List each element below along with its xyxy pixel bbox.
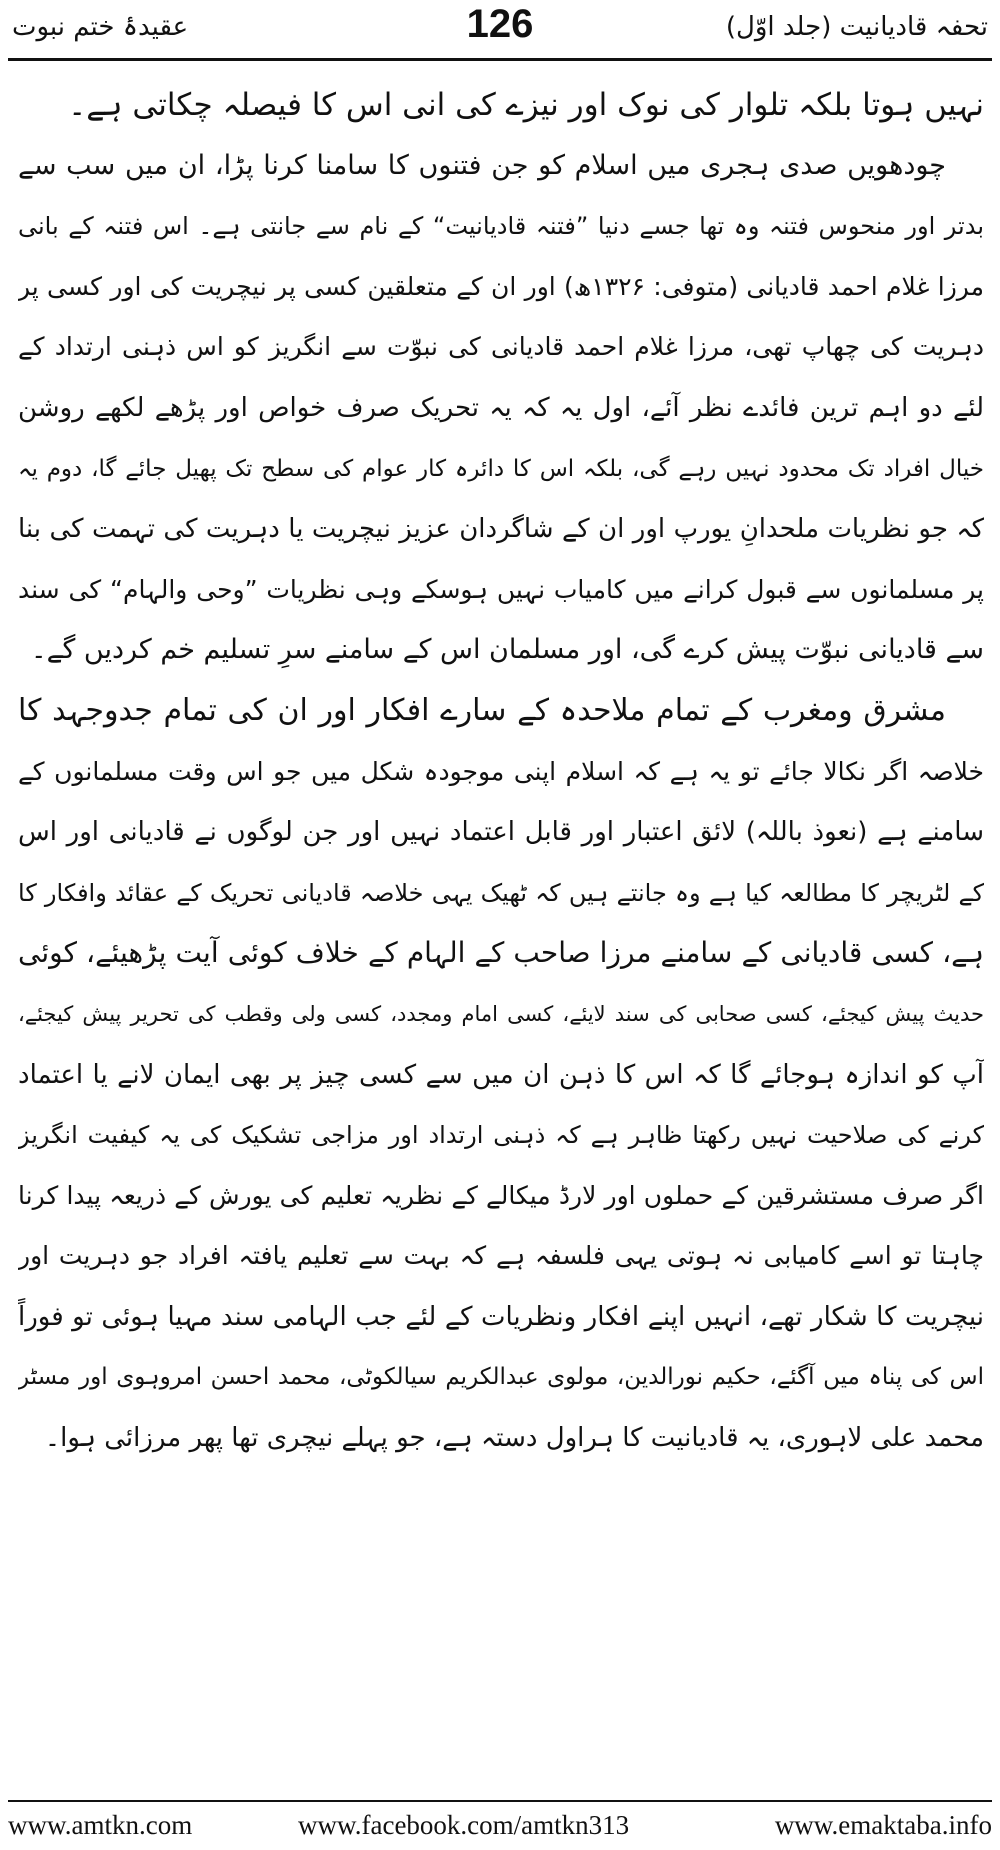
text-line: کرنے کی صلاحیت نہیں رکھتا ظاہر ہے کہ ذہنی ارتداد اور مزاجی تشکیک کی یہ کیفیت انگریز [18, 1121, 984, 1150]
text-line: خیال افراد تک محدود نہیں رہے گی، بلکہ اس کا دائرہ کار عوام کی سطح تک پھیل جائے گا، دوم یہ [18, 455, 984, 482]
text-line: سے قادیانی نبوّت پیش کرے گی، اور مسلمان اس کے سامنے سرِ تسلیم خم کردیں گے۔ [30, 634, 984, 666]
text-line: چودھویں صدی ہجری میں اسلام کو جن فتنوں کا سامنا کرنا پڑا، ان میں سب سے [18, 149, 946, 181]
text-line: نیچریت کا شکار تھے، انہیں اپنے افکار ونظریات کے لئے جب الہامی سند مہیا ہوئی تو فوراً [18, 1301, 984, 1332]
paragraph [18, 136, 984, 681]
text-line: کے لٹریچر کا مطالعہ کیا ہے وہ جانتے ہیں کہ ٹھیک یہی خلاصہ قادیانی تحریک کے عقائد وافکار کا [18, 878, 984, 907]
text-line: مشرق ومغرب کے تمام ملاحدہ کے سارے افکار اور ان کی تمام جدوجہد کا [18, 692, 946, 728]
text-line: چاہتا تو اسے کامیابی نہ ہوتی یہی فلسفہ ہے کہ بہت سے تعلیم یافتہ افراد جو دہریت اور [18, 1241, 984, 1271]
footer-link-facebook[interactable]: www.facebook.com/amtkn313 [298, 1810, 630, 1840]
header-book-title: تحفہ قادیانیت (جلد اوّل) [725, 12, 988, 42]
text-line: اگر صرف مستشرقین کے حملوں اور لارڈ میکالے کے نظریہ تعلیم کی یورش کے ذریعہ پیدا کرنا [18, 1180, 984, 1210]
text-line: مرزا غلام احمد قادیانی (متوفی: ۱۳۲۶ھ) اور ان کے متعلقین کسی پر نیچریت کی اور کسی پر [18, 271, 984, 301]
paragraph [18, 75, 984, 136]
text-line: کہ جو نظریات ملحدانِ یورپ اور ان کے شاگردان عزیز نیچریت یا دہریت کی تہمت کی بنا [18, 514, 984, 545]
footer-divider [8, 1800, 992, 1802]
text-line: نہیں ہوتا بلکہ تلوار کی نوک اور نیزے کی انی اس کا فیصلہ چکاتی ہے۔ [68, 87, 984, 123]
text-line: سامنے ہے (نعوذ باللہ) لائق اعتبار اور قابل اعتماد نہیں اور جن لوگوں نے قادیانی اور اس [18, 817, 984, 848]
footer-link-amtkn[interactable]: www.amtkn.com [8, 1810, 193, 1840]
page-number: 126 [466, 2, 534, 46]
text-line: آپ کو اندازہ ہوجائے گا کہ اس کا ذہن ان میں سے کسی چیز پر بھی ایمان لانے یا اعتماد [18, 1059, 984, 1090]
page-footer [8, 1808, 992, 1844]
text-line: ہے، کسی قادیانی کے سامنے مرزا صاحب کے الہام کے خلاف کوئی آیت پڑھیئے، کوئی [18, 936, 984, 970]
text-line: خلاصہ اگر نکالا جائے تو یہ ہے کہ اسلام اپنی موجودہ شکل میں جو اس وقت مسلمانوں کے [18, 756, 984, 786]
text-line: پر مسلمانوں سے قبول کرانے میں کامیاب نہیں ہوسکے وہی نظریات ”وحی والہام“ کی سند [18, 574, 984, 604]
page-header [0, 0, 1000, 56]
header-section-title: عقیدۂ ختم نبوت [12, 12, 189, 42]
text-line: محمد علی لاہوری، یہ قادیانیت کا ہراول دستہ ہے، جو پہلے نیچری تھا پھر مرزائی ہوا۔ [44, 1423, 984, 1454]
text-line: دہریت کی چھاپ تھی، مرزا غلام احمد قادیانی کی نبوّت سے انگریز کو اس ذہنی ارتداد کے [18, 332, 984, 362]
text-line: لئے دو اہم ترین فائدے نظر آئے، اول یہ کہ یہ تحریک صرف خواص اور پڑھے لکھے روشن [18, 392, 984, 423]
text-line: حدیث پیش کیجئے، کسی صحابی کی سند لایئے، کسی امام ومجدد، کسی ولی وقطب کی تحریر پیش کیجئے، [18, 1001, 984, 1026]
footer-link-emaktaba[interactable]: www.emaktaba.info [774, 1810, 992, 1840]
page-body [18, 75, 984, 1469]
paragraph [18, 681, 984, 1469]
header-divider [8, 58, 992, 61]
text-line: بدتر اور منحوس فتنہ وہ تھا جسے دنیا ”فتنہ قادیانیت“ کے نام سے جانتی ہے۔ اس فتنہ کے بانی [18, 212, 984, 241]
text-line: اس کی پناہ میں آگئے، حکیم نورالدین، مولوی عبدالکریم سیالکوٹی، محمد احسن امروہوی اور مسٹر [18, 1364, 984, 1391]
